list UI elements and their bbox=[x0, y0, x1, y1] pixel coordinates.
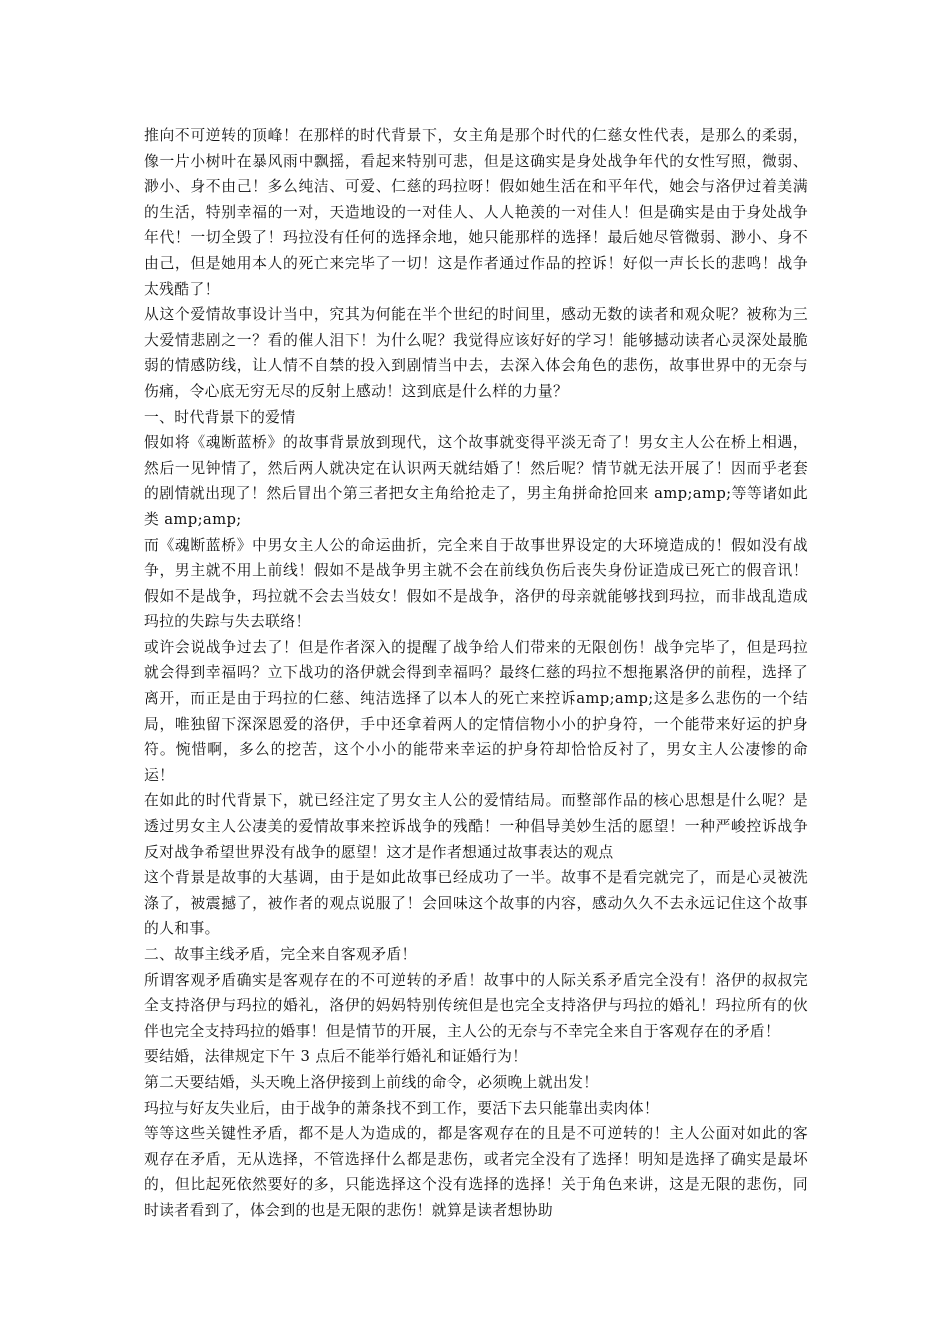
paragraph-modern-setting: 假如将《魂断蓝桥》的故事背景放到现代，这个故事就变得平淡无奇了！男女主人公在桥上相遇，然后一见钟情了，然后两人就决定在认识两天就结婚了！然后呢？情节就无法开展了！因而乎老套的剧情就出现了！然后冒出个第三者把女主角给抢走了，男主角拼命抢回来 amp;amp;等等诸如此类 amp;amp; bbox=[144, 434, 808, 528]
paragraph-unemployment: 玛拉与好友失业后，由于战争的萧条找不到工作，要活下去只能靠出卖肉体！ bbox=[144, 1099, 659, 1117]
paragraph-war-protest: 推向不可逆转的顶峰！在那样的时代背景下，女主角是那个时代的仁慈女性代表，是那么的柔弱，像一片小树叶在暴风雨中飘摇，看起来特别可悲，但是这确实是身处战争年代的女性写照，微弱、渺小、身不由己！多么纯洁、可爱、仁慈的玛拉呀！假如她生活在和平年代，她会与洛伊过着美满的生活，特别幸福的一对，天造地设的一对佳人、人人艳羡的一对佳人！但是确实是由于身处战争年代！一切全毁了！玛拉没有任何的选择余地，她只能那样的选择！最后她尽管微弱、渺小、身不由己，但是她用本人的死亡来完毕了一切！这是作者通过作品的控诉！好似一声长长的悲鸣！战争太残酷了！ bbox=[144, 127, 808, 298]
paragraph-front-order: 第二天要结婚，头天晚上洛伊接到上前线的命令，必须晚上就出发！ bbox=[144, 1073, 599, 1091]
paragraph-no-choice: 等等这些关键性矛盾，都不是人为造成的，都是客观存在的且是不可逆转的！主人公面对如此的客观存在矛盾，无从选择，不管选择什么都是悲伤，或者完全没有了选择！明知是选择了确实是最坏的，但比起死依然要好的多，只能选择这个没有选择的选择！关于角色来讲，这是无限的悲伤，同时读者看到了，体会到的也是无限的悲伤！就算是读者想协助 bbox=[144, 1125, 808, 1219]
paragraph-objective-conflict: 所谓客观矛盾确实是客观存在的不可逆转的矛盾！故事中的人际关系矛盾完全没有！洛伊的叔叔完全支持洛伊与玛拉的婚礼，洛伊的妈妈特别传统但是也完全支持洛伊与玛拉的婚礼！玛拉所有的伙伴也完全支持玛拉的婚事！但是情节的开展，主人公的无奈与不幸完全来自于客观存在的矛盾！ bbox=[144, 971, 808, 1040]
paragraph-why-moving: 从这个爱情故事设计当中，究其为何能在半个世纪的时间里，感动无数的读者和观众呢？被称为三大爱情悲剧之一？看的催人泪下！为什么呢？我觉得应该好好的学习！能够撼动读者心灵深处最脆弱的情感防线，让人情不自禁的投入到剧情当中去，去深入体会角色的悲伤，故事世界中的无奈与伤痛，令心底无穷无尽的反射上感动！这到底是什么样的力量？ bbox=[144, 306, 808, 400]
section-heading-era-background: 一、时代背景下的爱情 bbox=[144, 408, 296, 426]
paragraph-war-trauma: 或许会说战争过去了！但是作者深入的提醒了战争给人们带来的无限创伤！战争完毕了，但是玛拉就会得到幸福吗？立下战功的洛伊就会得到幸福吗？最终仁慈的玛拉不想拖累洛伊的前程，选择了离开，而正是由于玛拉的仁慈、纯洁选择了以本人的死亡来控诉amp;amp;这是多么悲伤的一个结局，唯独留下深深恩爱的洛伊，手中还拿着两人的定情信物小小的护身符，一个能带来好运的护身符。惋惜啊，多么的挖苦，这个小小的能带来幸运的护身符却恰恰反衬了，男女主人公凄惨的命运！ bbox=[144, 638, 808, 784]
paragraph-fate-by-war: 而《魂断蓝桥》中男女主人公的命运曲折，完全来自于故事世界设定的大环境造成的！假如没有战争，男主就不用上前线！假如不是战争男主就不会在前线负伤后丧失身份证造成已死亡的假音讯！假如不是战争，玛拉就不会去当妓女！假如不是战争，洛伊的母亲就能够找到玛拉，而非战乱造成玛拉的失踪与失去联络！ bbox=[144, 536, 808, 631]
paragraph-keynote: 这个背景是故事的大基调，由于是如此故事已经成功了一半。故事不是看完就完了，而是心灵被洗涤了，被震撼了，被作者的观点说服了！会回味这个故事的内容，感动久久不去永远记住这个故事的人和事。 bbox=[144, 869, 808, 938]
paragraph-core-idea: 在如此的时代背景下，就已经注定了男女主人公的爱情结局。而整部作品的核心思想是什么呢？是透过男女主人公凄美的爱情故事来控诉战争的残酷！一种倡导美妙生活的愿望！一种严峻控诉战争反对战争希望世界没有战争的愿望！这才是作者想通过故事表达的观点 bbox=[144, 792, 808, 861]
section-heading-objective-conflict: 二、故事主线矛盾，完全来自客观矛盾！ bbox=[144, 946, 417, 963]
document-body bbox=[144, 123, 808, 1224]
paragraph-law-3pm: 要结婚，法律规定下午 3 点后不能举行婚礼和证婚行为！ bbox=[144, 1048, 528, 1066]
